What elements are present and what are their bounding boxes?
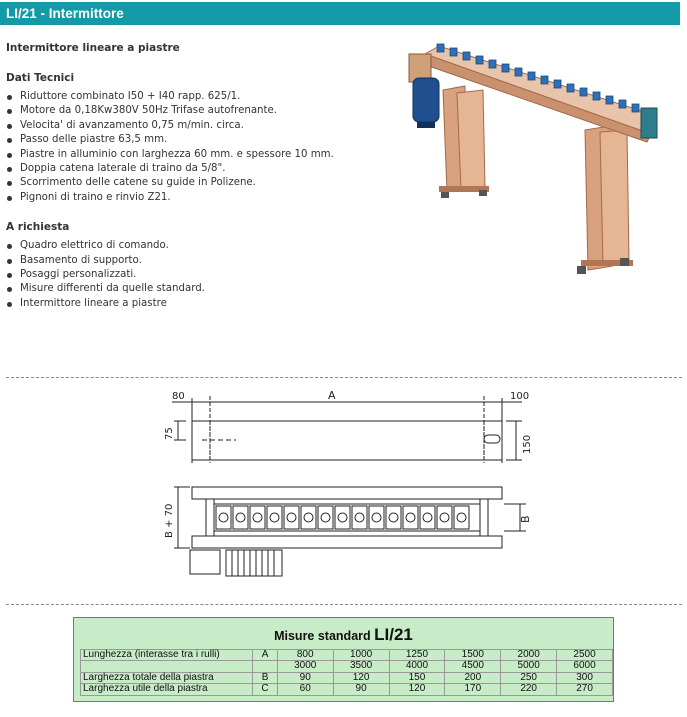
request-list <box>6 239 396 311</box>
cell: 220 <box>501 684 557 695</box>
list-item: Passo delle piastre 63,5 mm. <box>6 133 396 147</box>
cell: 60 <box>277 684 333 695</box>
list-item: Posaggi personalizzati. <box>6 268 396 282</box>
list-item: Basamento di supporto. <box>6 254 396 268</box>
cell: 1500 <box>445 650 501 661</box>
row-label <box>81 661 253 672</box>
cell: 2500 <box>557 650 613 661</box>
row-key: C <box>253 684 278 695</box>
page-title: LI/21 - Intermittore <box>0 2 680 25</box>
list-item: Motore da 0,18Kw380V 50Hz Trifase autofrenante. <box>6 104 396 118</box>
list-item: Pignoni di traino e rinvio Z21. <box>6 191 396 205</box>
standard-sizes-table <box>73 617 614 702</box>
dim-75: 75 <box>164 427 175 440</box>
cell: 6000 <box>557 661 613 672</box>
product-photo <box>395 38 666 288</box>
table-row <box>81 684 613 695</box>
dim-b-plus-70: B + 70 <box>164 503 175 538</box>
list-item: Misure differenti da quelle standard. <box>6 282 396 296</box>
cell: 4500 <box>445 661 501 672</box>
table-row <box>81 650 613 661</box>
tech-heading: Dati Tecnici <box>6 72 75 84</box>
text-block <box>6 42 396 327</box>
list-item: Velocita' di avanzamento 0,75 m/min. circa. <box>6 119 396 133</box>
cell: 1250 <box>389 650 445 661</box>
dim-100: 100 <box>510 391 530 402</box>
cell: 170 <box>445 684 501 695</box>
table-title-code: LI/21 <box>374 625 413 644</box>
request-heading: A richiesta <box>6 221 70 234</box>
cell: 90 <box>277 672 333 683</box>
list-item: Doppia catena laterale di traino da 5/8". <box>6 162 396 176</box>
dim-b: B <box>519 515 532 523</box>
list-item: Scorrimento delle catene su guide in Polizene. <box>6 176 396 190</box>
cell: 250 <box>501 672 557 683</box>
cell: 3500 <box>333 661 389 672</box>
table-row <box>81 672 613 683</box>
cell: 90 <box>333 684 389 695</box>
cell: 800 <box>277 650 333 661</box>
row-key: B <box>253 672 278 683</box>
list-item: Quadro elettrico di comando. <box>6 239 396 253</box>
list-item: Riduttore combinato I50 + I40 rapp. 625/1. <box>6 90 396 104</box>
row-label: Larghezza utile della piastra <box>81 684 253 695</box>
row-key <box>253 661 278 672</box>
tech-list <box>6 90 396 205</box>
cell: 2000 <box>501 650 557 661</box>
dim-150: 150 <box>522 434 533 454</box>
cell: 5000 <box>501 661 557 672</box>
list-item: Intermittore lineare a piastre <box>6 297 396 311</box>
row-label: Lunghezza (interasse tra i rulli) <box>81 650 253 661</box>
cell: 150 <box>389 672 445 683</box>
cell: 4000 <box>389 661 445 672</box>
technical-drawing <box>150 388 533 588</box>
product-subtitle: Intermittore lineare a piastre <box>6 42 180 54</box>
cell: 3000 <box>277 661 333 672</box>
row-label: Larghezza totale della piastra <box>81 672 253 683</box>
cell: 1000 <box>333 650 389 661</box>
list-item: Piastre in alluminio con larghezza 60 mm. e spessore 10 mm. <box>6 148 396 162</box>
cell: 300 <box>557 672 613 683</box>
sizes-table <box>80 649 613 696</box>
dim-a: A <box>328 389 336 402</box>
table-title-prefix: Misure standard <box>274 629 371 643</box>
cell: 270 <box>557 684 613 695</box>
cell: 120 <box>333 672 389 683</box>
row-key: A <box>253 650 278 661</box>
dim-80: 80 <box>172 391 185 402</box>
divider <box>6 604 682 605</box>
table-row <box>81 661 613 672</box>
table-title <box>74 625 613 647</box>
divider <box>6 377 682 378</box>
cell: 200 <box>445 672 501 683</box>
cell: 120 <box>389 684 445 695</box>
